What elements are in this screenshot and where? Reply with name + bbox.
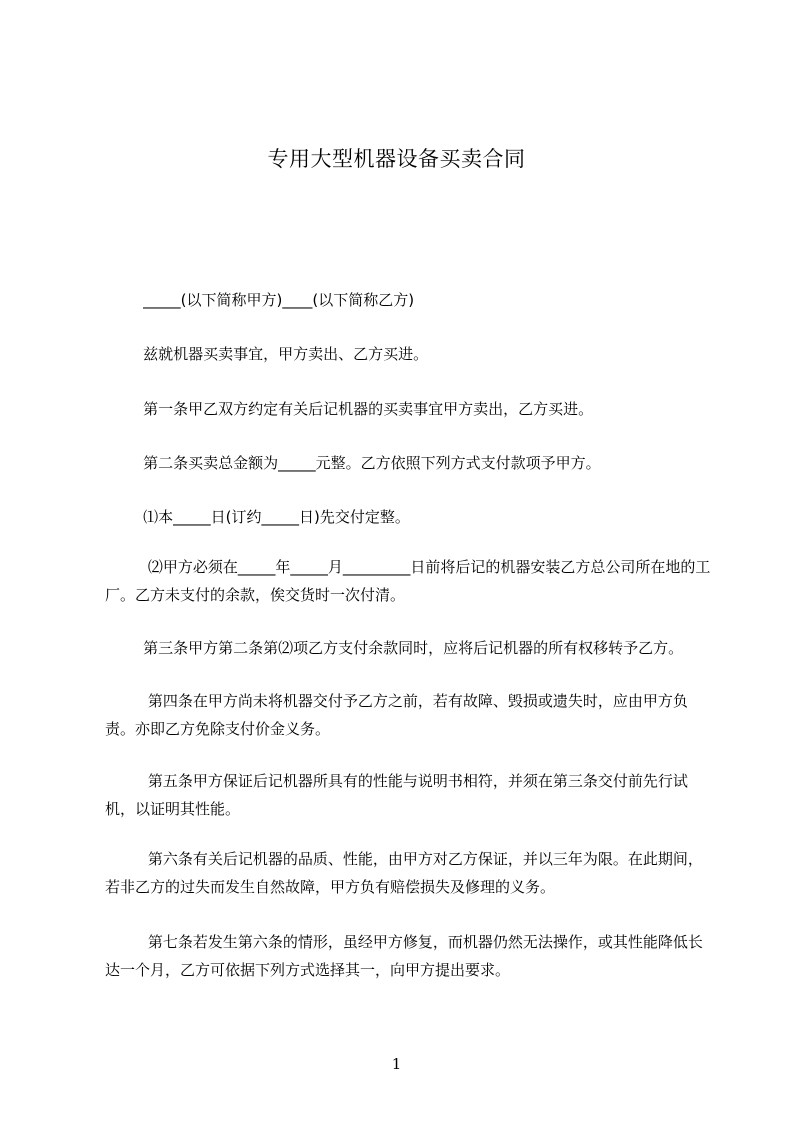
paragraph-preamble: 兹就机器买卖事宜，甲方卖出、乙方买进。 bbox=[105, 345, 429, 363]
page-number: 1 bbox=[391, 1055, 402, 1073]
paragraph-article-1: 第一条甲乙双方约定有关后记机器的买卖事宜甲方卖出，乙方买进。 bbox=[105, 400, 594, 418]
contract-title: 专用大型机器设备买卖合同 bbox=[267, 147, 526, 171]
paragraph-article-3: 第三条甲方第二条第⑵项乙方支付余款同时，应将后记机器的所有权移转予乙方。 bbox=[105, 639, 684, 657]
paragraph-article-4: 第四条在甲方尚未将机器交付予乙方之前，若有故障、毁损或遗失时，应由甲方负责。亦即乙方免除支付价金义务。 bbox=[105, 692, 688, 738]
paragraph-article-2-item-2: ⑵甲方必须在_____年_____月_________日前将后记的机器安装乙方总公司所在地的工厂。乙方未支付的余款，俟交货时一次付清。 bbox=[105, 558, 711, 604]
paragraph-article-7: 第七条若发生第六条的情形，虽经甲方修复，而机器仍然无法操作，或其性能降低长达一个月，乙方可依据下列方式选择其一，向甲方提出要求。 bbox=[105, 933, 703, 979]
paragraph-article-2-item-1: ⑴本_____日(订约_____日)先交付定整。 bbox=[105, 508, 410, 526]
paragraph-article-5: 第五条甲方保证后记机器所具有的性能与说明书相符，并须在第三条交付前先行试机，以证明其性能。 bbox=[105, 772, 688, 818]
paragraph-parties: _____(以下简称甲方)____(以下简称乙方) bbox=[105, 291, 415, 309]
paragraph-article-2: 第二条买卖总金额为_____元整。乙方依照下列方式支付款项予甲方。 bbox=[105, 454, 601, 472]
paragraph-article-6: 第六条有关后记机器的品质、性能，由甲方对乙方保证，并以三年为限。在此期间，若非乙方的过失而发生自然故障，甲方负有赔偿损失及修理的义务。 bbox=[105, 850, 703, 896]
